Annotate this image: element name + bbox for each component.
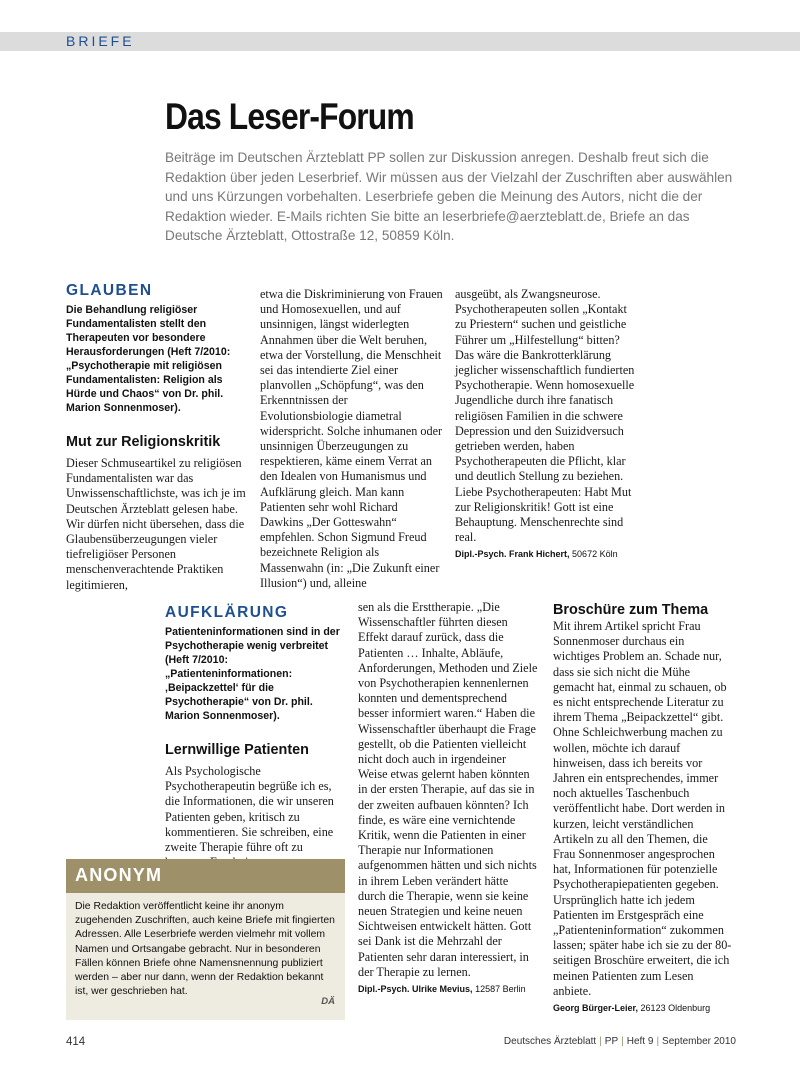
letter-body: sen als die Ersttherapie. „Die Wissenschaftler führten diesen Effekt darauf zurück, dass die Patienten … Inhalte, Abläufe, Anforderungen, Methoden und Ziele von Psychotherapien kennenlernen konnten und dementsprechend besser informiert waren.“ Haben die Wissenschaftler überhaupt die Frage gestellt, ob die Patienten vielleicht nicht doch auch in irgendeiner Weise etwas gelernt haben könnten in der ersten Therapie, auf das sie in der zweiten aufbauen könnten? Ich finde, es wäre eine vernichtende Kritik, wenn die Patienten in einer Therapie nur Informationen aufgenommen hätten und sich nichts in ihrem Leben verändert hätte durch die Therapie, wenn sie keine neuen Strategien und keine neuen Sichtweisen entwickelt hätten. Gott sei Dank ist die Mehrzahl der Patienten sehr daran interessiert, in der Therapie zu lernen. (358, 600, 538, 979)
letter-glauben-col1 (66, 282, 251, 593)
letter-signature: Dipl.-Psych. Ulrike Mevius, 12587 Berlin (358, 984, 526, 995)
anonym-header (66, 859, 345, 893)
intro-text: Beiträge im Deutschen Ärzteblatt PP sollen zur Diskussion anregen. Deshalb freut sich die Redaktion über jeden Leserbrief. Wir müssen aus der Vielzahl der Zuschriften aber auswählen und uns Kürzungen vorbehalten. Leserbriefe geben die Meinung des Autors, nicht die der Redaktion wieder. E-Mails richten Sie bitte an leserbriefe@aerzteblatt.de, Briefe an das Deutsche Ärzteblatt, Ottostraße 12, 50859 Köln. (165, 150, 733, 244)
anonym-initials: DÄ (321, 996, 335, 1007)
letter-lead: Patienteninformationen sind in der Psychotherapie wenig verbreitet (Heft 7/2010: „Patienteninformationen: ‚Beipackzettel‘ für die Psychotherapie“ von Dr. phil. Marion Sonnenmoser). (165, 626, 340, 722)
journal-name: Deutsches Ärzteblatt (503, 1036, 597, 1047)
section-heading-glauben: GLAUBEN (66, 282, 153, 299)
section-label: BRIEFE (66, 33, 135, 49)
letter-body: etwa die Diskriminierung von Frauen und Homosexuellen, und auf unsinnigen, längst widerlegten Annahmen über die Welt beruhen, etwa der Vorstellung, die Menschheit sei das intendierte Ziel einer planvollen „Schöpfung“, was den Erkenntnissen der Evolutionsbiologie diametral widerspricht. Solche inhumanen oder unsinnigen Überzeugungen zu respektieren, käme einem Verrat an den Idealen von Humanismus und Aufklärung gleich. Man kann Patienten sehr wohl Richard Dawkins „Der Gotteswahn“ empfehlen. Schon Sigmund Freud bezeichnete Religion als Massenwahn (in: „Die Zukunft einer Illusion“) und, alleine (260, 287, 443, 590)
letter-aufklaerung-col2 (358, 600, 538, 994)
letter-glauben-col2 (260, 287, 443, 591)
journal-edition: PP (604, 1036, 619, 1047)
anonym-text: Die Redaktion veröffentlicht keine ihr anonym zugehenden Zuschriften, auch keine Briefe mit fingierten Adressen. Alle Leserbriefe werden vielmehr mit vollem Namen und Ortsangabe gebracht. Nur in besonderen Fällen können Briefe ohne Namensnennung publiziert werden – aber nur dann, wenn der Redaktion bekannt ist, wer geschrieben hat. (75, 901, 335, 998)
page-title: Das Leser-Forum (165, 96, 414, 137)
letter-broschuere (553, 602, 733, 1013)
letter-body: Mit ihrem Artikel spricht Frau Sonnenmoser durchaus ein wichtiges Problem an. Schade nur, dass sie sich nicht die Mühe gemacht hat, einmal zu schauen, ob es nicht entsprechende Literatur zu ihrem Thema „Beipackzettel“ gibt. Ohne Schleichwerbung machen zu wollen, möchte ich darauf hinweisen, dass ich bereits vor Jahren ein entsprechendes, immer noch aktuelles Taschenbuch veröffentlicht habe. Dort werden in kurzen, leicht verständlichen Artikeln zu all den Themen, die Frau Sonnenmoser angesprochen hat, Informationen für potenzielle Psychotherapiepatienten gegeben. Ursprünglich hatte ich jedem Patienten im Erstgespräch eine „Patienteninformation“ zukommen lassen; später habe ich sie zu der 80-seitigen Broschüre erweitert, die ich meinen Patienten zum Lesen anbiete. (553, 619, 732, 998)
letter-lead: Die Behandlung religiöser Fundamentalisten stellt den Therapeuten vor besondere Herausforderungen (Heft 7/2010: „Psychotherapie mit religiösen Fundamentalisten: Religion als Hürde und Chaos“ von Dr. phil. Marion Sonnenmoser). (66, 304, 231, 414)
anonym-box (66, 859, 345, 1020)
letter-signature: Dipl.-Psych. Frank Hichert, 50672 Köln (455, 549, 618, 560)
journal-date: September 2010 (662, 1036, 736, 1047)
anonym-title: ANONYM (75, 865, 163, 885)
letter-glauben-col3 (455, 287, 635, 559)
letter-body: Dieser Schmuseartikel zu religiösen Fundamentalisten war das Unwissenschaftlichste, was ich je im Deutschen Ärzteblatt gelesen habe. Wir dürfen nicht übersehen, dass die Glaubensüberzeugungen vieler tiefreligiöser Personen menschenverachtende Praktiken legitimieren, (66, 456, 246, 592)
page-number: 414 (66, 1036, 86, 1048)
letter-headline: Broschüre zum Thema (553, 602, 709, 618)
letter-signature: Georg Bürger-Leier, 26123 Oldenburg (553, 1003, 711, 1014)
journal-issue: Heft 9 (626, 1036, 654, 1047)
letter-body: ausgeübt, als Zwangsneurose. Psychotherapeuten sollen „Kontakt zu Priestern“ suchen und geistliche Führer um „Hilfestellung“ bitten? Das wäre die Bankrotterklärung jeglicher wissenschaftlich fundierten Psychotherapie. Wenn homosexuelle Jugendliche durch ihre fanatisch religiösen Familien in die schwere Depression und den Suizidversuch getrieben werden, haben Psychotherapeuten die Pflicht, klar und deutlich Stellung zu beziehen. Liebe Psychotherapeuten: Habt Mut zur Religionskritik! Gott ist eine Behauptung. Menschenrechte sind real. (455, 287, 635, 545)
section-heading-aufklaerung: AUFKLÄRUNG (165, 604, 289, 621)
letter-headline: Lernwillige Patienten (165, 742, 309, 758)
letter-body: Als Psychologische Psychotherapeutin begrüße ich es, die Informationen, die wir unseren Patienten geben, kritisch zu kommentieren. Sie schreiben, eine zweite Therapie führe oft zu (165, 764, 334, 855)
letter-aufklaerung-col1 (165, 604, 345, 870)
letter-headline: Mut zur Religionskritik (66, 434, 221, 450)
journal-footer: Deutsches Ärzteblatt | PP | Heft 9 | September 2010 (503, 1036, 736, 1047)
